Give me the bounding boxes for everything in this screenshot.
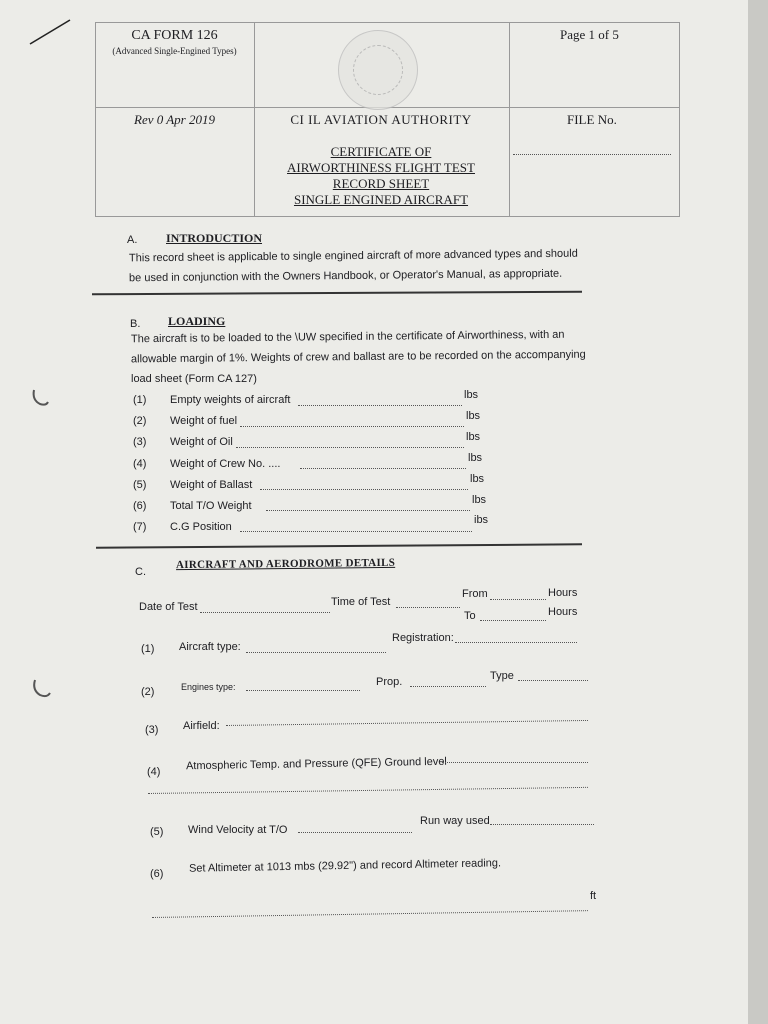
to-hours-field[interactable] bbox=[480, 620, 546, 621]
item-label: Airfield: bbox=[183, 720, 220, 732]
type-label: Type bbox=[490, 670, 514, 682]
revision: Rev 0 Apr 2019 bbox=[134, 112, 215, 127]
file-number-field[interactable] bbox=[513, 154, 671, 155]
section-divider bbox=[96, 543, 582, 548]
file-number-label: FILE No. bbox=[567, 112, 617, 127]
hole-punch-mark-icon bbox=[30, 676, 54, 700]
time-of-test-label: Time of Test bbox=[331, 596, 391, 608]
from-label: From bbox=[462, 588, 488, 600]
aircraft-type-field[interactable] bbox=[246, 652, 386, 653]
unit-label: lbs bbox=[468, 452, 483, 464]
item-label: Empty weights of aircraft bbox=[170, 394, 291, 406]
airfield-field[interactable] bbox=[226, 720, 588, 726]
form-subtitle: (Advanced Single-Engined Types) bbox=[112, 46, 237, 56]
registration-field[interactable] bbox=[455, 642, 577, 643]
hours-label: Hours bbox=[548, 587, 578, 599]
authority-seal-watermark bbox=[338, 30, 418, 110]
unit-label: ibs bbox=[474, 514, 489, 526]
runway-field[interactable] bbox=[490, 824, 594, 825]
item-label: Set Altimeter at 1013 mbs (29.92") and record Altimeter reading. bbox=[188, 857, 502, 875]
item-label: Aircraft type: bbox=[179, 641, 241, 653]
form-number: CA FORM 126 bbox=[131, 28, 218, 43]
crew-weight-field[interactable] bbox=[300, 468, 466, 469]
altimeter-reading-field[interactable] bbox=[152, 910, 588, 918]
item-label: Weight of Oil bbox=[170, 436, 233, 448]
atmospheric-field-continued[interactable] bbox=[148, 787, 588, 794]
section-b-letter: B. bbox=[130, 318, 141, 330]
runway-label: Run way used bbox=[420, 815, 490, 827]
atmospheric-field[interactable] bbox=[442, 762, 588, 763]
registration-label: Registration: bbox=[392, 632, 454, 644]
item-number: (2) bbox=[141, 686, 155, 698]
page-number: Page 1 of 5 bbox=[560, 27, 619, 42]
item-label: Engines type: bbox=[181, 682, 236, 692]
prop-type-field[interactable] bbox=[518, 680, 588, 681]
section-divider bbox=[92, 291, 582, 296]
section-b-heading: LOADING bbox=[168, 314, 226, 328]
section-c-letter: C. bbox=[135, 566, 146, 578]
ballast-weight-field[interactable] bbox=[260, 489, 468, 490]
prop-label: Prop. bbox=[376, 676, 403, 688]
item-label: Weight of Crew No. .... bbox=[170, 458, 281, 470]
item-number: (6) bbox=[150, 868, 164, 880]
section-a-heading: INTRODUCTION bbox=[166, 231, 263, 245]
unit-label: lbs bbox=[466, 410, 481, 422]
certificate-title bbox=[254, 144, 508, 208]
item-label: Weight of Ballast bbox=[170, 479, 253, 491]
item-number: (5) bbox=[150, 826, 164, 838]
prop-field[interactable] bbox=[410, 686, 486, 687]
title-line: AIRWORTHINESS FLIGHT TEST bbox=[287, 160, 475, 175]
hole-punch-mark-icon bbox=[30, 386, 52, 408]
feet-unit-label: ft bbox=[590, 890, 597, 902]
oil-weight-field[interactable] bbox=[236, 447, 464, 448]
loading-line: The aircraft is to be loaded to the \UW specified in the certificate of Airworthiness, with an bbox=[130, 328, 565, 346]
item-label: Wind Velocity at T/O bbox=[188, 824, 288, 836]
hours-label: Hours bbox=[548, 606, 578, 618]
authority-name: CI⁠ ⁠IL AVIATION AUTHORITY bbox=[290, 112, 472, 127]
pen-mark-icon bbox=[28, 18, 72, 46]
title-line: SINGLE ENGINED AIRCRAFT bbox=[293, 192, 469, 207]
to-label: To bbox=[464, 610, 476, 622]
intro-line: This record sheet is applicable to single engined aircraft of more advanced types and should bbox=[128, 247, 578, 265]
item-number: (1) bbox=[133, 394, 147, 406]
cg-position-field[interactable] bbox=[240, 531, 472, 532]
item-number: (1) bbox=[141, 643, 155, 655]
title-line: RECORD SHEET bbox=[332, 176, 430, 191]
item-label: Total T/O Weight bbox=[170, 500, 252, 512]
item-number: (5) bbox=[133, 479, 147, 491]
loading-line: allowable margin of 1%. Weights of crew and ballast are to be recorded on the accompanying bbox=[130, 348, 586, 366]
item-number: (2) bbox=[133, 415, 147, 427]
engine-type-field[interactable] bbox=[246, 690, 360, 691]
section-c-heading: AIRCRAFT AND AERODROME DETAILS bbox=[175, 556, 396, 572]
scan-edge bbox=[748, 0, 768, 1024]
date-of-test-label: Date of Test bbox=[139, 601, 198, 613]
total-weight-field[interactable] bbox=[266, 510, 470, 511]
date-of-test-field[interactable] bbox=[200, 612, 330, 613]
wind-velocity-field[interactable] bbox=[298, 832, 412, 833]
item-label: Atmospheric Temp. and Pressure (QFE) Ground level bbox=[185, 755, 447, 773]
intro-line: be used in conjunction with the Owners Handbook, or Operator's Manual, as appropriate. bbox=[128, 267, 563, 285]
section-a-letter: A. bbox=[127, 234, 138, 246]
unit-label: lbs bbox=[470, 473, 485, 485]
time-of-test-field[interactable] bbox=[396, 607, 460, 608]
unit-label: lbs bbox=[466, 431, 481, 443]
fuel-weight-field[interactable] bbox=[240, 426, 464, 427]
item-number: (3) bbox=[133, 436, 147, 448]
item-label: Weight of fuel bbox=[170, 415, 238, 427]
item-number: (7) bbox=[133, 521, 147, 533]
unit-label: lbs bbox=[472, 494, 487, 506]
item-number: (3) bbox=[145, 724, 159, 736]
item-number: (4) bbox=[147, 766, 161, 778]
empty-weight-field[interactable] bbox=[298, 405, 462, 406]
loading-line: load sheet (Form CA 127) bbox=[131, 373, 257, 385]
from-hours-field[interactable] bbox=[490, 599, 546, 600]
title-line: CERTIFICATE OF bbox=[330, 144, 432, 159]
item-number: (4) bbox=[133, 458, 147, 470]
item-label: C.G Position bbox=[170, 521, 232, 533]
item-number: (6) bbox=[133, 500, 147, 512]
unit-label: lbs bbox=[464, 389, 479, 401]
